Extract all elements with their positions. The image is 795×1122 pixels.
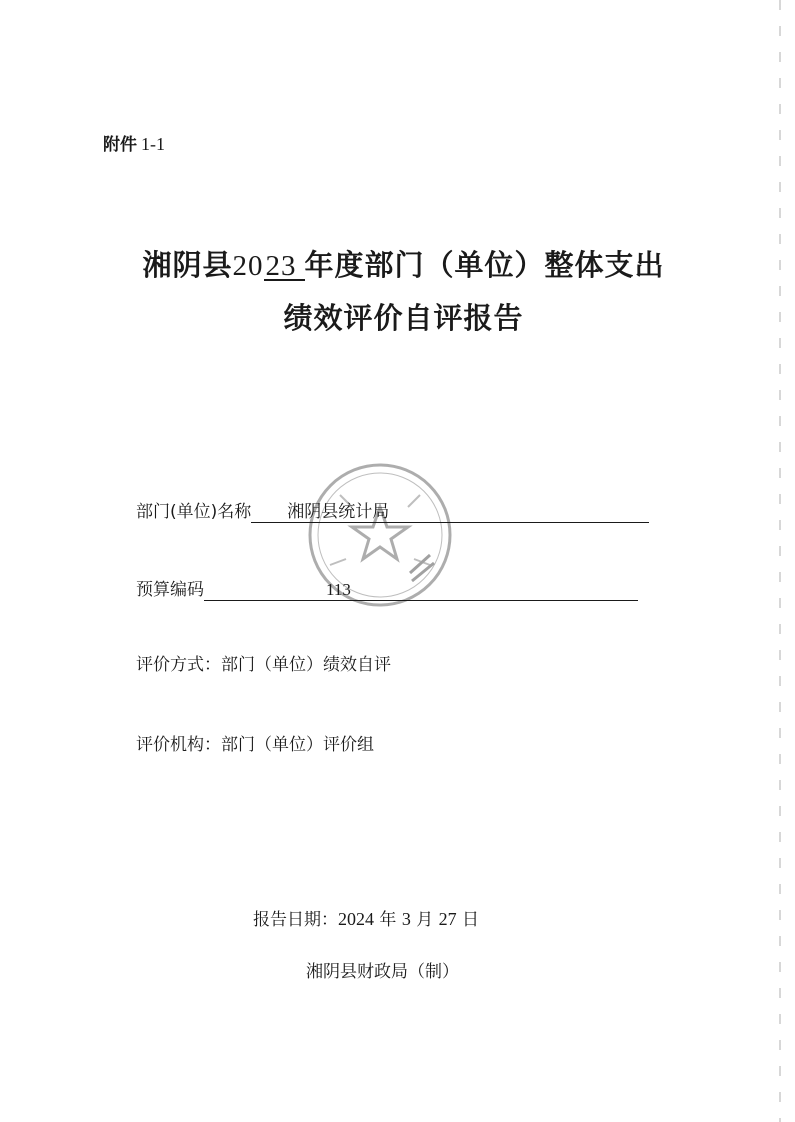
document-title-line1 bbox=[6, 243, 795, 284]
report-date-month-unit: 月 bbox=[416, 910, 434, 930]
evaluation-org-label: 评价机构： bbox=[136, 735, 221, 755]
attachment-number: 1-1 bbox=[141, 134, 165, 154]
report-date-day-unit: 日 bbox=[462, 910, 480, 930]
unit-name-field bbox=[136, 497, 649, 523]
evaluation-org-field bbox=[136, 730, 374, 755]
scan-edge-artifact bbox=[779, 0, 781, 1122]
unit-name-value: 湘阴县统计局 bbox=[251, 502, 649, 523]
evaluation-method-field bbox=[136, 650, 391, 675]
report-date-day: 27 bbox=[438, 909, 457, 929]
title-year-filled: 23 bbox=[264, 253, 305, 281]
evaluation-method-value: 部门（单位）绩效自评 bbox=[221, 655, 391, 675]
title-year-printed: 20 bbox=[232, 250, 264, 282]
unit-name-label: 部门(单位)名称 bbox=[136, 502, 252, 522]
attachment-prefix: 附件 bbox=[103, 135, 137, 155]
document-title-line2: 绩效评价自评报告 bbox=[283, 301, 524, 335]
budget-code-field bbox=[136, 575, 638, 601]
budget-code-value: 113 bbox=[204, 580, 638, 601]
title-suffix: 年度部门（单位）整体支出 bbox=[304, 248, 665, 282]
report-date bbox=[253, 905, 479, 930]
report-date-month: 3 bbox=[401, 909, 411, 929]
issuer-note: 湘阴县财政局（制） bbox=[306, 962, 459, 982]
budget-code-label: 预算编码 bbox=[136, 580, 204, 600]
report-date-year: 2024 bbox=[338, 909, 374, 929]
attachment-label bbox=[103, 130, 165, 155]
evaluation-org-value: 部门（单位）评价组 bbox=[221, 735, 374, 755]
report-date-label: 报告日期： bbox=[253, 910, 338, 930]
evaluation-method-label: 评价方式： bbox=[136, 655, 221, 675]
report-date-year-unit: 年 bbox=[379, 910, 397, 930]
title-prefix: 湘阴县 bbox=[142, 248, 233, 282]
